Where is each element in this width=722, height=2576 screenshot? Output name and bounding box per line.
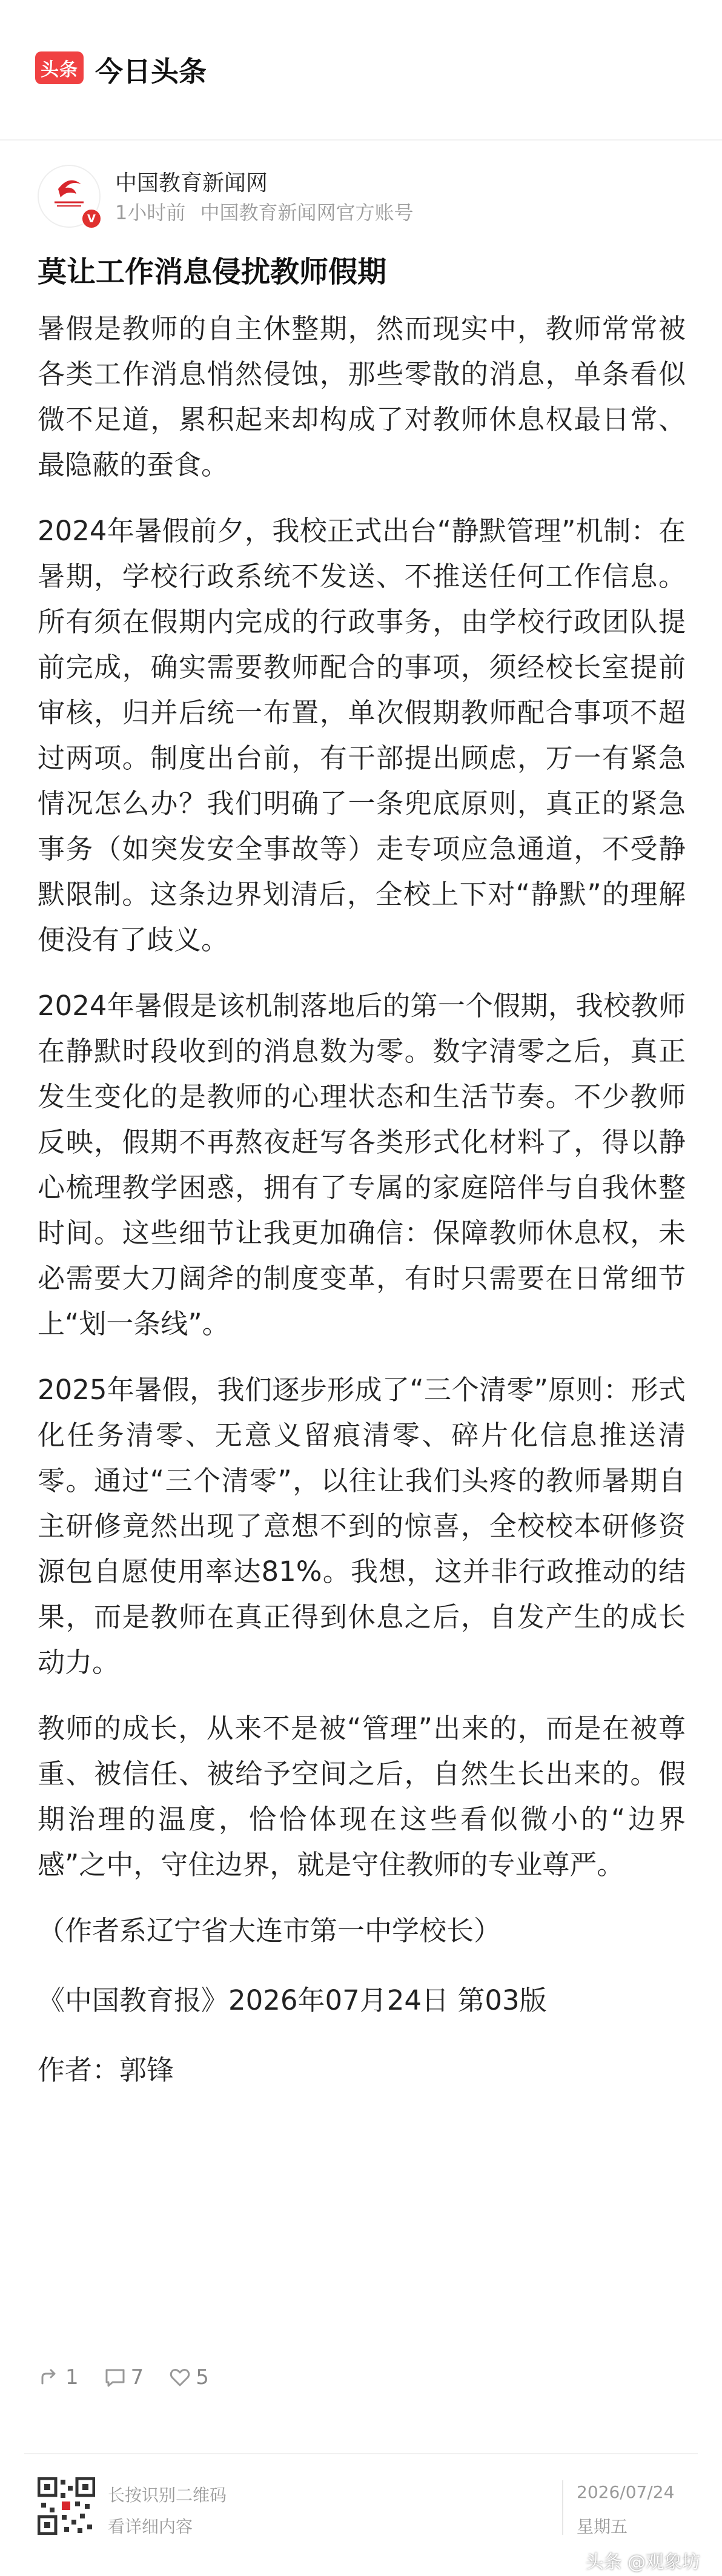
footer-weekday: 星期五 bbox=[577, 2517, 628, 2537]
header-divider bbox=[0, 139, 722, 141]
like-button[interactable] bbox=[168, 2365, 209, 2389]
paragraph: 2024年暑假前夕，我校正式出台“静默管理”机制：在暑期，学校行政系统不发送、不推送任何工作信息。所有须在假期内完成的行政事务，由学校行政团队提前完成，确实需要教师配合的事项，须经校长室提前审核，归并后统一布置，单次假期教师配合事项不超过两项。制度出台前，有干部提出顾虑，万一有紧急情况怎么办？我们明确了一条兜底原则，真正的紧急事务（如突发安全事故等）走专项应急通道，不受静默限制。这条边界划清后，全校上下对“静默”的理解便没有了歧义。 bbox=[38, 515, 686, 956]
action-bar bbox=[38, 2359, 233, 2396]
article-body bbox=[38, 306, 686, 2117]
account-type: 中国教育新闻网官方账号 bbox=[200, 201, 414, 224]
source-line: 《中国教育报》2026年07月24日 第03版 bbox=[38, 1984, 547, 2016]
app-name: 今日头条 bbox=[95, 55, 207, 88]
qr-hint: 长按识别二维码 bbox=[108, 2485, 227, 2505]
paragraph: 教师的成长，从来不是被“管理”出来的，而是在被尊重、被信任、被给予空间之后，自然生长出来的。假期治理的温度，恰恰体现在这些看似微小的“边界感”之中，守住边界，就是守住教师的专业尊严。 bbox=[38, 1712, 686, 1881]
heart-icon bbox=[168, 2365, 192, 2389]
comment-count: 7 bbox=[130, 2365, 144, 2389]
author-row[interactable] bbox=[38, 159, 692, 231]
toutiao-logo-badge[interactable]: 头条 bbox=[35, 51, 84, 84]
author-name[interactable]: 中国教育新闻网 bbox=[115, 171, 268, 196]
article-title: 莫让工作消息侵扰教师假期 bbox=[38, 255, 387, 289]
footer-divider bbox=[24, 2453, 698, 2454]
author-meta bbox=[115, 197, 414, 225]
footer-date: 2026/07/24 bbox=[577, 2482, 675, 2502]
share-button[interactable] bbox=[38, 2365, 79, 2389]
byline: 作者：郭锋 bbox=[38, 2054, 174, 2086]
footer-separator bbox=[562, 2480, 563, 2535]
watermark: 头条 @观象坊 bbox=[585, 2552, 700, 2573]
paragraph: 2025年暑假，我们逐步形成了“三个清零”原则：形式化任务清零、无意义留痕清零、碎片化信息推送清零。通过“三个清零”，以往让我们头疼的教师暑期自主研修竟然出现了意想不到的惊喜，全校校本研修资源包自愿使用率达81%。我想，这并非行政推动的结果，而是教师在真正得到休息之后，自发产生的成长动力。 bbox=[38, 1374, 686, 1678]
paragraph: 2024年暑假是该机制落地后的第一个假期，我校教师在静默时段收到的消息数为零。数字清零之后，真正发生变化的是教师的心理状态和生活节奏。不少教师反映，假期不再熬夜赶写各类形式化材料了，得以静心梳理教学困惑，拥有了专属的家庭陪伴与自我休整时间。这些细节让我更加确信：保障教师休息权，未必需要大刀阔斧的制度变革，有时只需要在日常细节上“划一条线”。 bbox=[38, 990, 686, 1340]
share-count: 1 bbox=[65, 2365, 79, 2389]
qr-subhint: 看详细内容 bbox=[108, 2517, 193, 2537]
comment-button[interactable] bbox=[103, 2365, 144, 2389]
comment-icon bbox=[103, 2365, 127, 2389]
qr-code-icon[interactable] bbox=[38, 2477, 95, 2535]
app-header bbox=[0, 0, 722, 139]
share-icon bbox=[38, 2365, 62, 2389]
like-count: 5 bbox=[196, 2365, 209, 2389]
paragraph: 暑假是教师的自主休整期，然而现实中，教师常常被各类工作消息悄然侵蚀，那些零散的消息，单条看似微不足道，累积起来却构成了对教师休息权最日常、最隐蔽的蚕食。 bbox=[38, 313, 686, 481]
verified-badge-icon: V bbox=[81, 208, 102, 229]
post-time: 1小时前 bbox=[115, 201, 186, 224]
author-note: （作者系辽宁省大连市第一中学校长） bbox=[38, 1915, 502, 1947]
